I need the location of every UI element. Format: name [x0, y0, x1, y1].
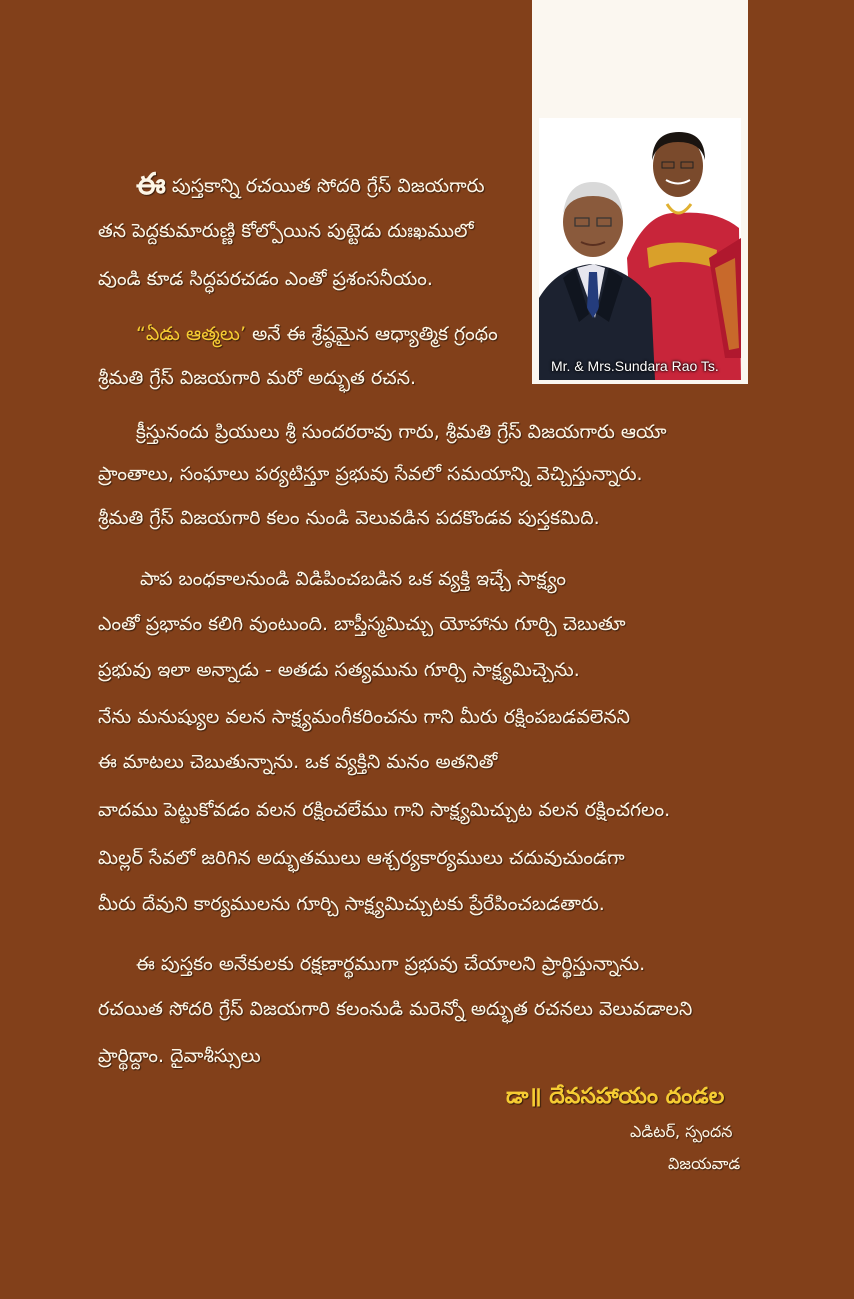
paragraph-4-line-2: ఎంతో ప్రభావం కలిగి వుంటుంది. బాప్తీస్మమిచ్చు యోహాను గూర్చి చెబుతూ: [98, 613, 626, 635]
paragraph-4-line-4: నేను మనుష్యుల వలన సాక్ష్యమంగీకరించను గాని మీరు రక్షింపబడవలెనని: [98, 706, 631, 728]
paragraph-5-line-3: ప్రార్థిద్దాం. దైవాశీస్సులు: [98, 1045, 261, 1067]
book-title-highlight: “ఏడు ఆత్మలు’: [136, 323, 247, 345]
paragraph-1-line-2: తన పెద్దకుమారుణ్ణి కోల్పోయిన పుట్టెడు దుఃఖములో: [98, 220, 474, 242]
paragraph-4-line-7: మిల్లర్ సేవలో జరిగిన అద్భుతములు ఆశ్చర్యకార్యములు చదువుచుండగా: [98, 847, 625, 869]
paragraph-3-line-1: క్రీస్తునందు ప్రియులు శ్రీ సుందరరావు గారు, శ్రీమతి గ్రేస్ విజయగారు ఆయా: [136, 421, 667, 443]
signature-title: ఎడిటర్, స్పందన: [630, 1122, 733, 1141]
paragraph-4-line-3: ప్రభువు ఇలా అన్నాడు - అతడు సత్యమును గూర్చి సాక్ష్యమిచ్చెను.: [98, 659, 580, 681]
paragraph-1-line-3: వుండి కూడ సిద్ధపరచడం ఎంతో ప్రశంసనీయం.: [98, 268, 433, 290]
paragraph-5-line-1: ఈ పుస్తకం అనేకులకు రక్షణార్థముగా ప్రభువు చేయాలని ప్రార్థిస్తున్నాను.: [136, 953, 646, 975]
paragraph-3-line-2: ప్రాంతాలు, సంఘాలు పర్యటిస్తూ ప్రభువు సేవలో సమయాన్ని వెచ్చిస్తున్నారు.: [98, 463, 643, 485]
paragraph-2-line-2: శ్రీమతి గ్రేస్ విజయగారి మరో అద్భుత రచన.: [98, 367, 417, 389]
paragraph-1-line-1-text: పుస్తకాన్ని రచయిత సోదరి గ్రేస్ విజయగారు: [171, 175, 485, 197]
paragraph-4-line-8: మీరు దేవుని కార్యములను గూర్చి సాక్ష్యమిచ్చుటకు ప్రేరేపించబడతారు.: [98, 893, 605, 915]
paragraph-4-line-5: ఈ మాటలు చెబుతున్నాను. ఒక వ్యక్తిని మనం అతనితో: [98, 751, 498, 773]
signature-place: విజయవాడ: [668, 1154, 741, 1173]
paragraph-4-line-1: పాప బంధకాలనుండి విడిపించబడిన ఒక వ్యక్తి ఇచ్చే సాక్ష్యం: [140, 568, 567, 590]
author-photo: [539, 118, 741, 380]
photo-frame: [532, 0, 748, 384]
paragraph-4-line-6: వాదము పెట్టుకోవడం వలన రక్షించలేము గాని సాక్ష్యమిచ్చుట వలన రక్షించగలం.: [98, 799, 671, 821]
photo-caption: Mr. & Mrs.Sundara Rao Ts.: [551, 358, 719, 374]
paragraph-5-line-2: రచయిత సోదరి గ్రేస్ విజయగారి కలంనుడి మరెన్నో అద్భుత రచనలు వెలువడాలని: [98, 998, 693, 1020]
paragraph-2-line-1-text: అనే ఈ శ్రేష్ఠమైన ఆధ్యాత్మిక గ్రంథం: [246, 323, 498, 345]
paragraph-3-line-3: శ్రీమతి గ్రేస్ విజయగారి కలం నుండి వెలువడిన పదకొండవ పుస్తకమిది.: [98, 507, 600, 529]
paragraph-1-dropcap: ఈ: [136, 167, 166, 202]
paragraph-1-line-1: [136, 167, 485, 202]
paragraph-2-line-1: [136, 322, 498, 346]
signature-name: డా॥ దేవసహాయం దండల: [506, 1084, 725, 1109]
